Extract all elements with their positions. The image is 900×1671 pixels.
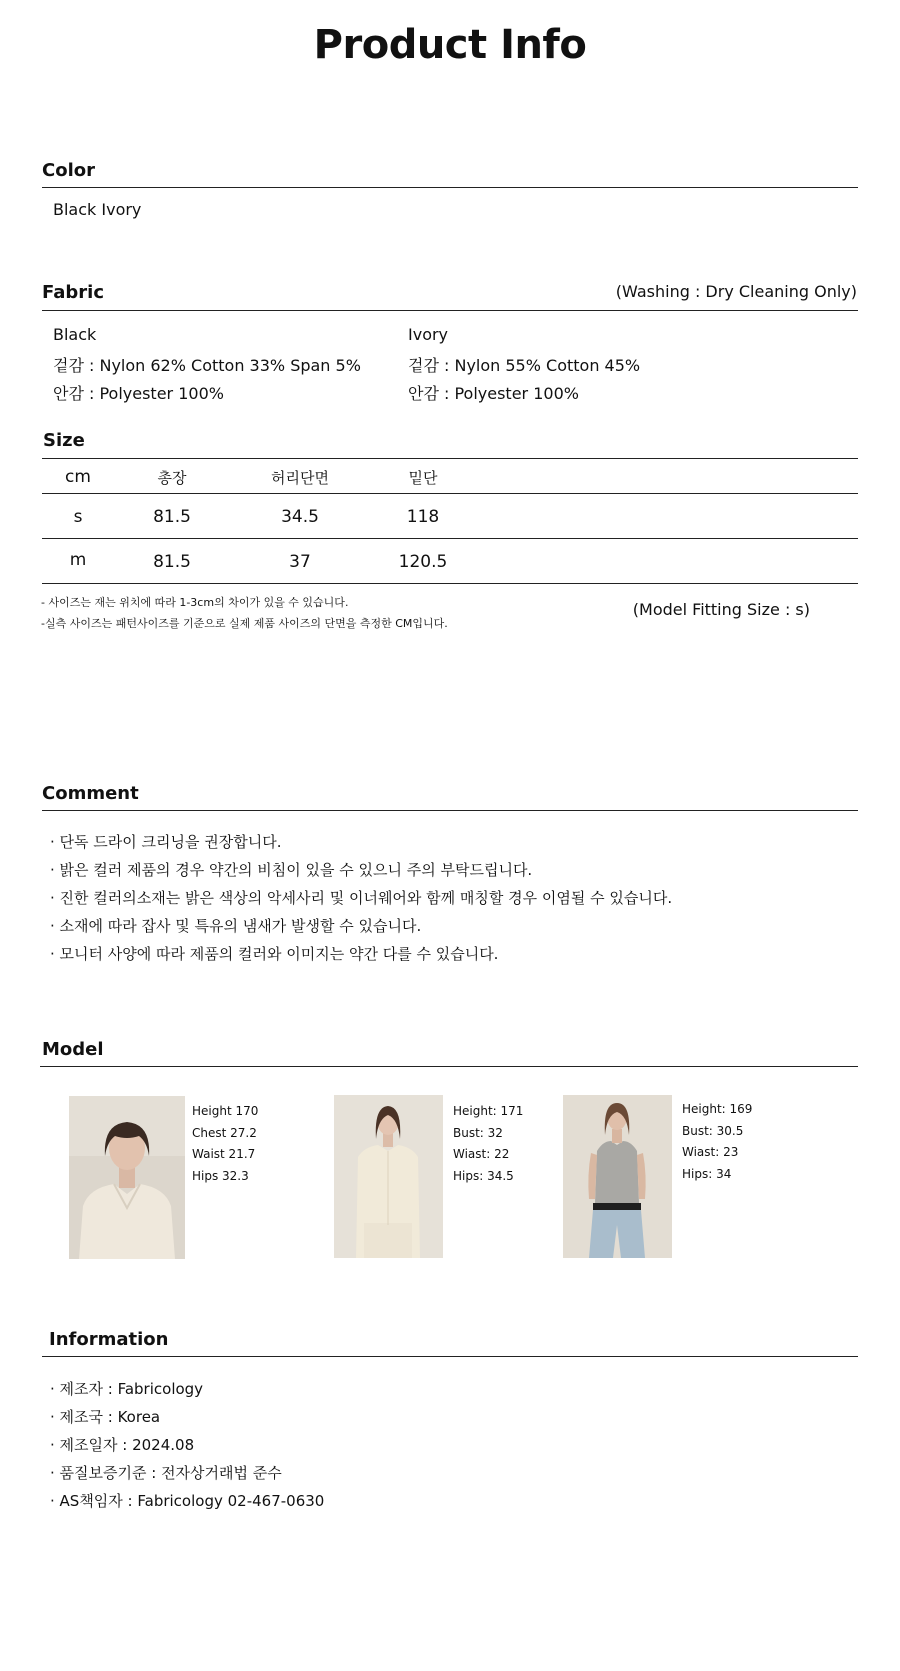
size-cell: 120.5 <box>398 552 448 572</box>
size-cell: m <box>69 550 87 570</box>
size-header-length: 총장 <box>157 469 187 487</box>
fabric-ivory-name: Ivory <box>408 325 449 344</box>
size-cell: 81.5 <box>153 552 191 572</box>
model-3-height: Height: 169 <box>682 1102 753 1116</box>
model-2-hips: Hips: 34.5 <box>453 1169 514 1183</box>
comment-divider <box>42 810 858 811</box>
model-1-hips: Hips 32.3 <box>192 1169 249 1183</box>
model-fitting-size: (Model Fitting Size : s) <box>632 600 810 619</box>
list-item: · 밝은 컬러 제품의 경우 약간의 비침이 있을 수 있으니 주의 부탁드립니다. <box>50 861 533 879</box>
size-note: -실측 사이즈는 패턴사이즈를 기준으로 실제 제품 사이즈의 단면을 측정한 CM입니다. <box>41 617 448 630</box>
model-3-hips: Hips: 34 <box>682 1167 732 1181</box>
comment-heading: Comment <box>42 783 139 804</box>
list-item: · 단독 드라이 크리닝을 권장합니다. <box>50 833 282 851</box>
size-header-cm: cm <box>65 467 91 487</box>
model-3-waist: Wiast: 23 <box>682 1145 739 1159</box>
list-item: · 모니터 사양에 따라 제품의 컬러와 이미지는 약간 다를 수 있습니다. <box>50 945 499 963</box>
model-heading: Model <box>42 1039 104 1060</box>
size-header-waist: 허리단면 <box>271 469 329 487</box>
size-cell: 34.5 <box>281 507 319 527</box>
size-cell: 118 <box>406 507 440 527</box>
model-3-bust: Bust: 30.5 <box>682 1124 744 1138</box>
size-header-hem: 밑단 <box>408 469 438 487</box>
fabric-divider <box>42 310 858 311</box>
list-item: · 품질보증기준 : 전자상거래법 준수 <box>50 1464 282 1482</box>
fabric-ivory-lining: 안감 : Polyester 100% <box>408 384 579 403</box>
information-divider <box>42 1356 858 1357</box>
model-photo-1 <box>69 1096 185 1259</box>
fabric-ivory-outer: 겉감 : Nylon 55% Cotton 45% <box>408 356 641 375</box>
size-cell: 81.5 <box>153 507 191 527</box>
color-value: Black Ivory <box>53 200 142 219</box>
model-2-bust: Bust: 32 <box>453 1126 503 1140</box>
fabric-black-lining: 안감 : Polyester 100% <box>53 384 224 403</box>
page-title: Product Info <box>313 22 587 68</box>
model-1-waist: Waist 21.7 <box>192 1147 256 1161</box>
list-item: · 소재에 따라 잡사 및 특유의 냄새가 발생할 수 있습니다. <box>50 917 422 935</box>
color-divider <box>42 187 858 188</box>
size-table-header-rule <box>42 493 858 494</box>
list-item: · AS책임자 : Fabricology 02-467-0630 <box>50 1492 325 1510</box>
model-2-waist: Wiast: 22 <box>453 1147 510 1161</box>
fabric-heading: Fabric <box>42 282 104 303</box>
size-cell: s <box>73 507 83 527</box>
model-divider <box>40 1066 858 1067</box>
color-heading: Color <box>42 160 95 181</box>
size-table-top-rule <box>42 458 858 459</box>
size-table-bottom-rule <box>42 583 858 584</box>
list-item: · 제조자 : Fabricology <box>50 1380 204 1398</box>
model-2-height: Height: 171 <box>453 1104 524 1118</box>
size-note: - 사이즈는 재는 위치에 따라 1-3cm의 차이가 있을 수 있습니다. <box>41 596 349 609</box>
size-cell: 37 <box>289 552 311 572</box>
washing-note: (Washing : Dry Cleaning Only) <box>615 282 857 301</box>
list-item: · 제조일자 : 2024.08 <box>50 1436 195 1454</box>
list-item: · 진한 컬러의소재는 밝은 색상의 악세사리 및 이너웨어와 함께 매칭할 경우 이염될 수 있습니다. <box>50 889 673 907</box>
model-photo-3 <box>563 1095 672 1258</box>
information-heading: Information <box>49 1329 169 1350</box>
size-table-row-rule <box>42 538 858 539</box>
model-1-height: Height 170 <box>192 1104 259 1118</box>
fabric-black-outer: 겉감 : Nylon 62% Cotton 33% Span 5% <box>53 356 361 375</box>
list-item: · 제조국 : Korea <box>50 1408 161 1426</box>
model-1-chest: Chest 27.2 <box>192 1126 257 1140</box>
size-heading: Size <box>43 430 85 451</box>
model-photo-2 <box>334 1095 443 1258</box>
fabric-black-name: Black <box>53 325 97 344</box>
